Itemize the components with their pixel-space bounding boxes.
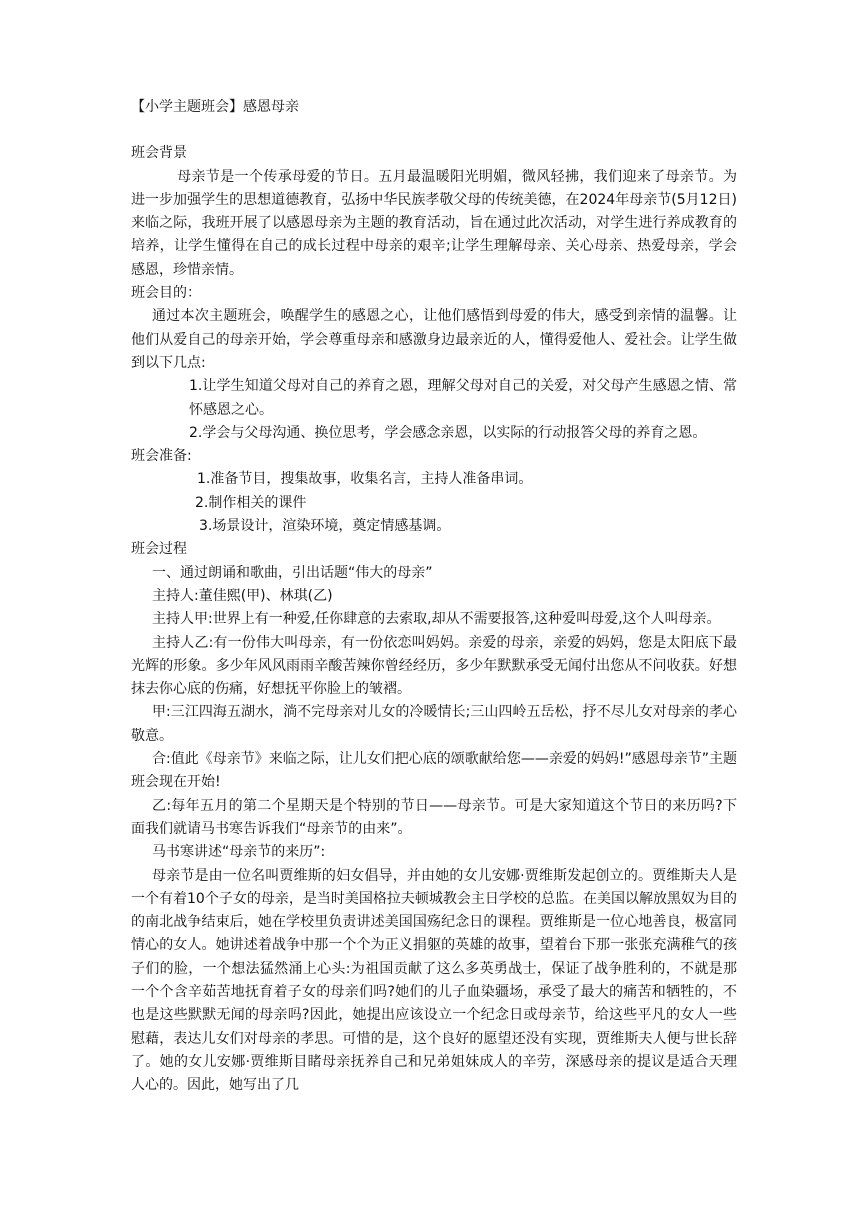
paragraph-host-b2: 乙:每年五月的第二个星期天是个特别的节日——母亲节。可是大家知道这个节日的来历吗?下面我们就请马书寒告诉我们“母亲节的由来”。 [131,797,737,837]
paragraph-story-intro: 马书寒讲述“母亲节的来历”: [152,844,326,861]
section-heading-goal: 班会目的： [131,285,201,302]
section-heading-background: 班会背景 [131,145,187,162]
paragraph-host-b1: 主持人乙:有一份伟大叫母亲，有一份依恋叫妈妈。亲爱的母亲，亲爱的妈妈，您是太阳底下最光辉的形象。多少年风风雨雨辛酸苦辣你曾经经历，多少年默默承受无闻付出您从不问收获。好想抹去你心底的伤痛，好想抚平你脸上的皱褶。 [131,634,737,698]
goal-item-2: 2.学会与父母沟通、换位思考，学会感念亲恩，以实际的行动报答父母的养育之恩。 [189,424,707,441]
paragraph-host-a2: 甲:三江四海五湖水，淌不完母亲对儿女的冷暖情长;三山四岭五岳松，抒不尽儿女对母亲的孝心敬意。 [131,704,737,744]
section-heading-process: 班会过程 [131,541,187,558]
paragraph-together: 合:值此《母亲节》来临之际，让儿女们把心底的颂歌献给您——亲爱的妈妈!”感恩母亲节”主题班会现在开始! [131,751,737,791]
prep-item-3: 3.场景设计，渲染环境，奠定情感基调。 [199,518,451,535]
paragraph-story: 母亲节是由一位名叫贾维斯的妇女倡导，并由她的女儿安娜·贾维斯发起创立的。贾维斯夫人是一个有着10个子女的母亲，是当时美国格拉夫顿城教会主日学校的总监。在美国以解放黑奴为目的的南北战争结束后，她在学校里负责讲述美国国殇纪念日的课程。贾维斯是一位心地善良，极富同情心的女人。她讲述着战争中那一个个为正义捐躯的英雄的故事，望着台下那一张张充满稚气的孩子们的脸，一个想法猛然涌上心头:为祖国贡献了这么多英勇战士，保证了战争胜利的，不就是那一个个含辛茹苦地抚育着子女的母亲们吗?她们的儿子血染疆场，承受了最大的痛苦和牺牲的，不也是这些默默无闻的母亲吗?因此，她提出应该设立一个纪念日或母亲节，给这些平凡的女人一些慰藉，表达儿女们对母亲的孝思。可惜的是，这个良好的愿望还没有实现，贾维斯夫人便与世长辞了。她的女儿安娜·贾维斯目睹母亲抚养自己和兄弟姐妹成人的辛劳，深感母亲的提议是适合天理人心的。因此，她写出了几 [131,867,737,1094]
prep-item-1: 1.准备节目，搜集故事，收集名言，主持人准备串词。 [197,471,533,488]
prep-item-2: 2.制作相关的课件 [195,494,307,511]
paragraph-hosts: 主持人:董佳熙(甲)、林琪(乙) [152,587,333,604]
paragraph-goal: 通过本次主题班会，唤醒学生的感恩之心，让他们感悟到母爱的伟大，感受到亲情的温馨。让他们从爱自己的母亲开始，学会尊重母亲和感激身边最亲近的人，懂得爱他人、爱社会。让学生做到以下几点: [131,308,737,371]
section-heading-preparation: 班会准备: [131,448,192,465]
document-body [131,96,737,1097]
document-title: 【小学主题班会】感恩母亲 [131,99,299,115]
paragraph-host-a1: 主持人甲:世界上有一种爱,任你肆意的去索取,却从不需要报答,这种爱叫母爱,这个人叫母亲。 [152,611,721,628]
goal-item-1: 1.让学生知道父母对自己的养育之恩，理解父母对自己的关爱，对父母产生感恩之情、常怀感恩之心。 [189,378,737,418]
process-section-1: 一、通过朗诵和歌曲，引出话题“伟大的母亲” [152,564,433,581]
paragraph-background: 母亲节是一个传承母爱的节日。五月最温暖阳光明媚，微风轻拂，我们迎来了母亲节。为进一步加强学生的思想道德教育，弘扬中华民族孝敬父母的传统美德，在2024年母亲节(5月12日)来临之际，我班开展了以感恩母亲为主题的教育活动，旨在通过此次活动，对学生进行养成教育的培养，让学生懂得在自己的成长过程中母亲的艰辛;让学生理解母亲、关心母亲、热爱母亲，学会感恩，珍惜亲情。 [131,168,737,278]
